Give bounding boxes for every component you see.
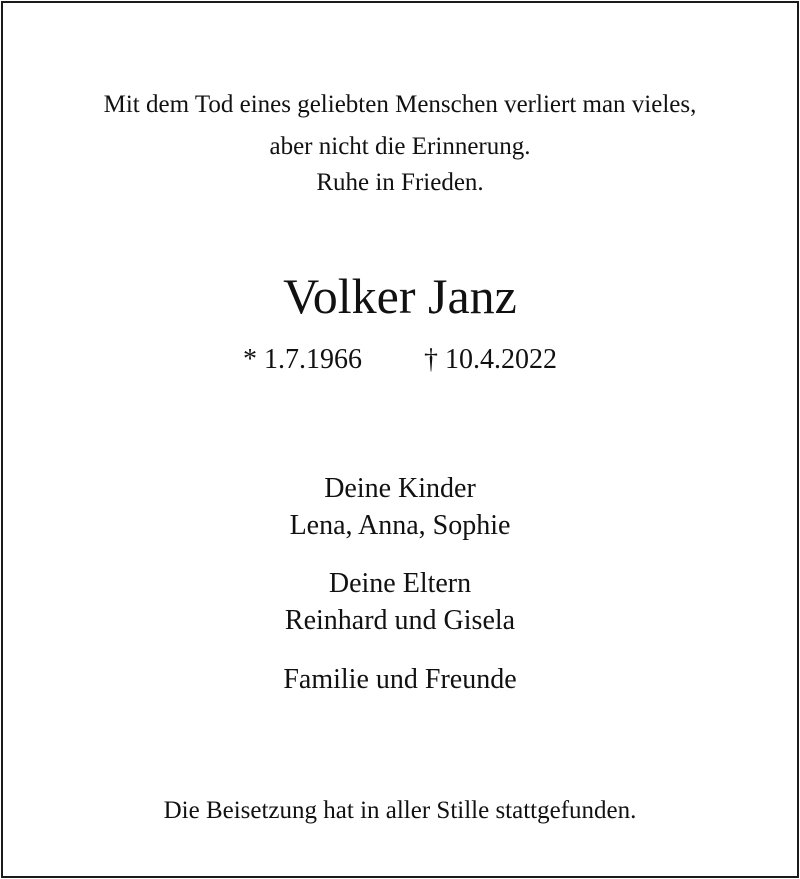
children-names: Lena, Anna, Sophie (289, 510, 511, 541)
birth-date: * 1.7.1966 (243, 344, 362, 375)
intro-line-2: aber nicht die Erinnerung. (269, 133, 531, 160)
deceased-name: Volker Janz (283, 268, 517, 324)
parents-label: Deine Eltern (328, 568, 472, 599)
life-dates (0, 342, 800, 378)
children-label: Deine Kinder (324, 473, 476, 504)
death-date: † 10.4.2022 (424, 344, 557, 375)
intro-line-3: Ruhe in Frieden. (316, 169, 484, 196)
intro-line-1: Mit dem Tod eines geliebten Menschen verliert man vieles, (103, 91, 697, 118)
family-and-friends: Familie und Freunde (283, 664, 517, 695)
closing-note: Die Beisetzung hat in aller Stille stattgefunden. (163, 797, 637, 824)
parents-names: Reinhard und Gisela (284, 605, 516, 636)
